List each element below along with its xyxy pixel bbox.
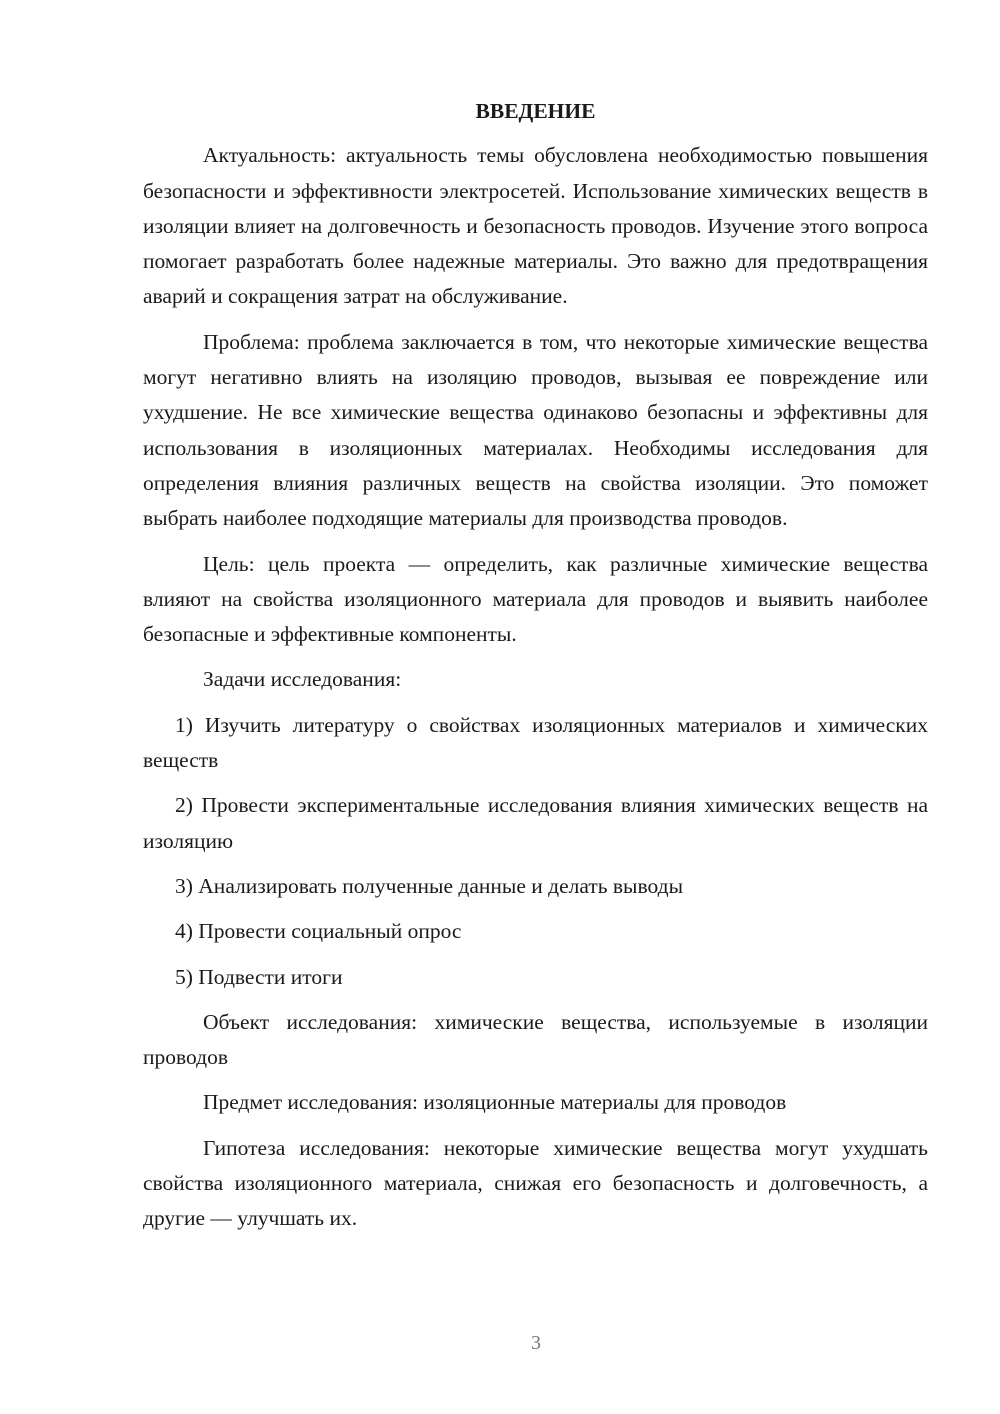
- paragraph-relevance: Актуальность: актуальность темы обусловлена необходимостью повышения безопасности и эффективности электросетей. Использование химических веществ в изоляции влияет на долговечность и безопасность проводов. Изучение этого вопроса помогает разработать более надежные материалы. Это важно для предотвращения аварий и сокращения затрат на обслуживание.: [143, 143, 928, 309]
- paragraph-tasks-heading: Задачи исследования:: [203, 667, 402, 692]
- page-content: [143, 94, 928, 1247]
- task-item-3: 3) Анализировать полученные данные и делать выводы: [175, 873, 684, 898]
- task-item-4: 4) Провести социальный опрос: [175, 919, 462, 944]
- paragraph-problem: Проблема: проблема заключается в том, что некоторые химические вещества могут негативно влиять на изоляцию проводов, вызывая ее повреждение или ухудшение. Не все химические вещества одинаково безопасны и эффективны для использования в изоляционных материалах. Необходимы исследования для определения влияния различных веществ на свойства изоляции. Это поможет выбрать наиболее подходящие материалы для производства проводов.: [143, 329, 928, 531]
- paragraph-subject: Предмет исследования: изоляционные материалы для проводов: [203, 1090, 787, 1115]
- task-item-1: 1) Изучить литературу о свойствах изоляционных материалов и химических веществ: [143, 712, 928, 773]
- section-title: ВВЕДЕНИЕ: [475, 99, 596, 123]
- paragraph-object: Объект исследования: химические вещества, используемые в изоляции проводов: [143, 1009, 928, 1070]
- task-item-2: 2) Провести экспериментальные исследования влияния химических веществ на изоляцию: [143, 793, 928, 853]
- task-item-5: 5) Подвести итоги: [175, 964, 343, 989]
- page-number: 3: [531, 1332, 541, 1354]
- paragraph-goal: Цель: цель проекта — определить, как различные химические вещества влияют на свойства изоляционного материала для проводов и выявить наиболее безопасные и эффективные компоненты.: [143, 551, 928, 647]
- paragraph-hypothesis: Гипотеза исследования: некоторые химические вещества могут ухудшать свойства изоляционного материала, снижая его безопасность и долговечность, а другие — улучшать их.: [143, 1135, 928, 1231]
